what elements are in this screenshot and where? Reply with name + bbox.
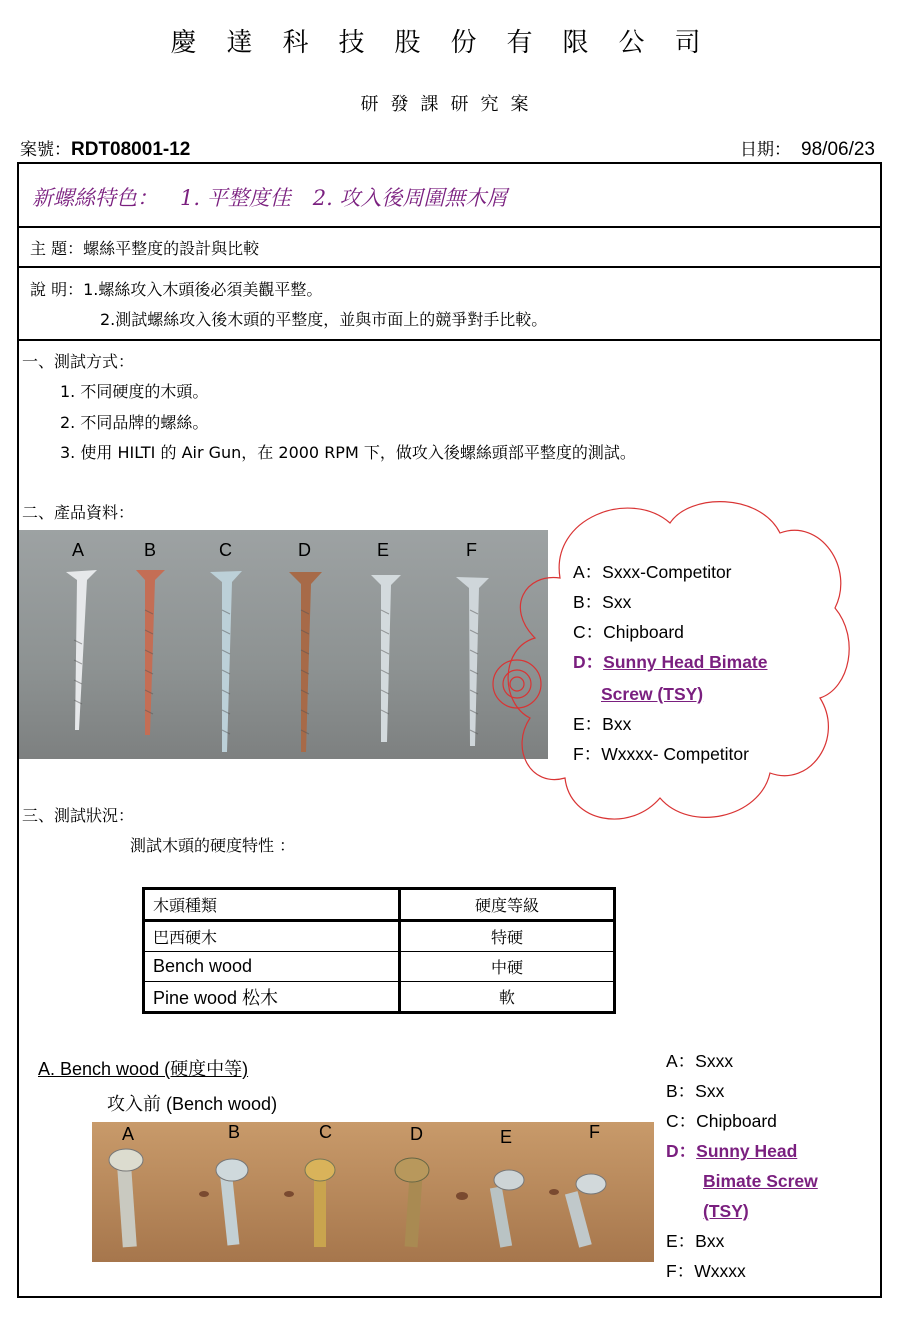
description-label: 說 明：: [30, 280, 84, 299]
legend-item-f: F：Wxxxx- Competitor: [573, 744, 749, 764]
divider: [17, 226, 882, 228]
subject-line: [30, 236, 259, 259]
case-number: RDT08001-12: [71, 139, 191, 160]
table-cell: Bench wood: [144, 952, 400, 982]
case-number-line: [20, 135, 190, 161]
screw-label: B: [144, 540, 157, 560]
subsection-a-title: A. Bench wood (硬度中等): [38, 1059, 249, 1079]
legend-item-c: C：Chipboard: [573, 622, 684, 642]
description-text-1: 1.螺絲攻入木頭後必須美觀平整。: [83, 280, 323, 299]
method-item: 3. 使用 HILTI 的 Air Gun，在 2000 RPM 下，做攻入後螺絲頭部平整度的測試。: [60, 443, 636, 462]
screw-label: A: [122, 1124, 135, 1144]
product-legend: [573, 557, 768, 769]
table-cell: 特硬: [400, 921, 615, 952]
feature-item-2: 2. 攻入後周圍無木屑: [312, 186, 508, 210]
feature-line: [32, 182, 529, 212]
feature-item-1: 1. 平整度佳: [180, 186, 291, 210]
screw-label: C: [219, 540, 232, 560]
department-title: 研發課研究案: [360, 94, 541, 115]
table-header: 硬度等級: [400, 889, 615, 921]
method-item: 2. 不同品牌的螺絲。: [60, 413, 209, 432]
screw-label: C: [319, 1122, 332, 1142]
table-header: 木頭種類: [144, 889, 400, 921]
legend-d-name-2: Bimate Screw: [703, 1171, 818, 1191]
table-row: [144, 921, 615, 952]
table-row: [144, 982, 615, 1013]
table-cell: Pine wood 松木: [144, 982, 400, 1013]
company-name: 慶達科技股份有限公司: [170, 28, 731, 58]
screw-label: E: [500, 1127, 513, 1147]
section1-title: 一、測試方式：: [22, 352, 135, 371]
table-row: [144, 952, 615, 982]
screw-label: A: [72, 540, 85, 560]
table-cell: 巴西硬木: [144, 921, 400, 952]
screw-label: B: [228, 1122, 241, 1142]
photo-caption: 攻入前 (Bench wood): [107, 1094, 278, 1114]
method-item: 1. 不同硬度的木頭。: [60, 382, 209, 401]
legend-d-continued-2: [666, 1196, 818, 1226]
legend-d-letter: D：: [666, 1141, 697, 1161]
screw-label: F: [589, 1122, 600, 1142]
screw-product-photo: [19, 530, 548, 759]
wood-hardness-table: [142, 887, 616, 1014]
table-cell: 中硬: [400, 952, 615, 982]
description-text-2: 2.測試螺絲攻入後木頭的平整度，並與市面上的競爭對手比較。: [100, 310, 548, 329]
date-value: 98/06/23: [801, 139, 875, 160]
legend-d-name: Sunny Head: [696, 1141, 798, 1161]
bench-screws-illustration: [92, 1122, 654, 1262]
subject-label: 主 題：: [30, 239, 84, 258]
legend-item-a: A：Sxxx-Competitor: [573, 562, 732, 582]
screw-label: D: [298, 540, 311, 560]
legend-item-b: B：Sxx: [666, 1081, 725, 1101]
subject-text: 螺絲平整度的設計與比較: [83, 239, 260, 258]
legend-d-continued: [666, 1166, 818, 1196]
legend-item-a: A：Sxxx: [666, 1051, 734, 1071]
screw-label: D: [410, 1124, 423, 1144]
legend-d-name-3: (TSY): [703, 1201, 749, 1221]
legend-d-continued: [573, 679, 768, 709]
hardness-intro: 測試木頭的硬度特性 ：: [130, 836, 296, 855]
case-label: 案號：: [20, 140, 71, 160]
legend-item-c: C：Chipboard: [666, 1111, 777, 1131]
date-label: 日期：: [740, 140, 792, 160]
date-line: [740, 135, 875, 161]
description-line-1: [30, 277, 322, 300]
table-header-row: [144, 889, 615, 921]
legend-d-name-2: Screw (TSY): [601, 684, 704, 704]
table-cell: 軟: [400, 982, 615, 1013]
divider: [17, 266, 882, 268]
bench-wood-photo: [92, 1122, 654, 1262]
legend-item-d: [573, 647, 768, 677]
section2-title: 二、產品資料：: [22, 503, 135, 522]
screw-label: E: [377, 540, 390, 560]
legend-d-name: Sunny Head Bimate: [603, 652, 768, 672]
legend-item-e: E：Bxx: [666, 1231, 725, 1251]
bench-legend: [666, 1046, 818, 1286]
section3-title: 三、測試狀況：: [22, 806, 135, 825]
legend-item-b: B：Sxx: [573, 592, 632, 612]
divider: [17, 339, 882, 341]
legend-d-letter: D：: [573, 652, 604, 672]
feature-label: 新螺絲特色：: [32, 186, 158, 210]
screw-label: F: [466, 540, 477, 560]
legend-item-d: [666, 1136, 818, 1166]
legend-item-f: F：Wxxxx: [666, 1261, 746, 1281]
legend-item-e: E：Bxx: [573, 714, 632, 734]
screws-illustration: [19, 530, 548, 759]
